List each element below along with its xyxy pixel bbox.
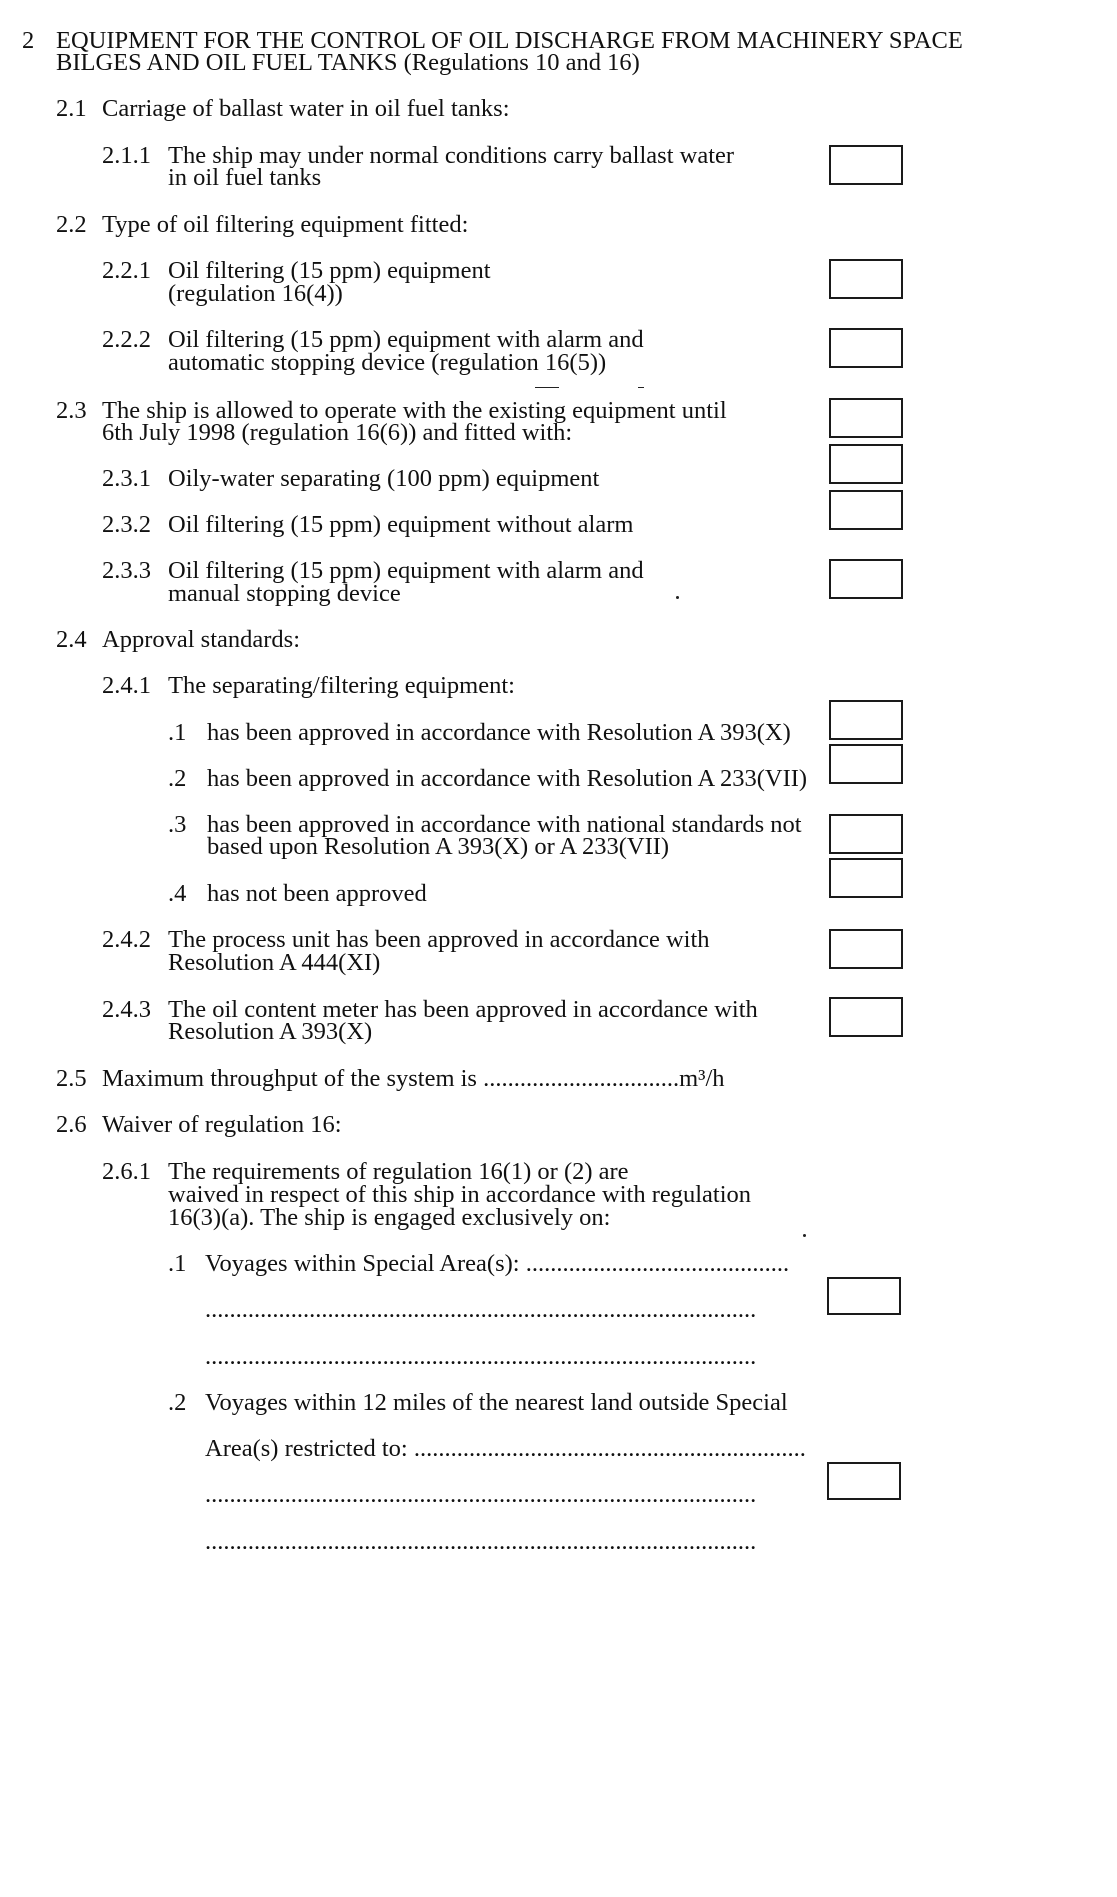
item-2-2-1-line1: Oil filtering (15 ppm) equipment bbox=[168, 257, 491, 284]
checkbox-2-3-3[interactable] bbox=[829, 559, 903, 599]
clause-2-4-title: Approval standards: bbox=[102, 626, 300, 653]
item-2-4-3-line2: Resolution A 393(X) bbox=[168, 1018, 373, 1045]
checkbox-2-1-1[interactable] bbox=[829, 145, 903, 185]
item-2-3-1-number: 2.3.1 bbox=[102, 465, 151, 492]
section-number: 2 bbox=[22, 27, 35, 54]
checkbox-2-3-2[interactable] bbox=[829, 490, 903, 530]
option-2-4-1-3-line2: based upon Resolution A 393(X) or A 233(VII) bbox=[207, 833, 670, 860]
item-2-1-1-line1: The ship may under normal conditions carry ballast water bbox=[168, 142, 735, 169]
clause-2-1-title: Carriage of ballast water in oil fuel tanks: bbox=[102, 95, 510, 122]
item-2-4-2-line1: The process unit has been approved in accordance with bbox=[168, 926, 710, 953]
option-2-6-1-2-number: .2 bbox=[168, 1389, 187, 1416]
checkbox-2-2-2[interactable] bbox=[829, 328, 903, 368]
checkbox-2-2-1[interactable] bbox=[829, 259, 903, 299]
scan-mark bbox=[676, 596, 679, 599]
clause-2-6-title: Waiver of regulation 16: bbox=[102, 1111, 342, 1138]
item-2-6-1-line3: 16(3)(a). The ship is engaged exclusively on: bbox=[168, 1204, 611, 1231]
checkbox-2-4-1-3[interactable] bbox=[829, 814, 903, 854]
checkbox-2-4-1-2[interactable] bbox=[829, 744, 903, 784]
option-2-6-1-2-fill-line3[interactable]: .......................................................................................... bbox=[205, 1481, 757, 1508]
item-2-2-1-line2: (regulation 16(4)) bbox=[168, 280, 343, 307]
checkbox-2-4-1-1[interactable] bbox=[829, 700, 903, 740]
option-2-6-1-1-number: .1 bbox=[168, 1250, 187, 1277]
checkbox-2-4-3[interactable] bbox=[829, 997, 903, 1037]
option-2-4-1-3-number: .3 bbox=[168, 811, 187, 838]
item-2-1-1-line2: in oil fuel tanks bbox=[168, 164, 322, 191]
clause-2-1-number: 2.1 bbox=[56, 95, 87, 122]
item-2-2-2-line2: automatic stopping device (regulation 16(5)) bbox=[168, 349, 607, 376]
clause-2-2-number: 2.2 bbox=[56, 211, 87, 238]
clause-2-6-number: 2.6 bbox=[56, 1111, 87, 1138]
item-2-3-3-line1: Oil filtering (15 ppm) equipment with alarm and bbox=[168, 557, 644, 584]
clause-2-5-text: Maximum throughput of the system is ................................m³/h bbox=[102, 1065, 725, 1092]
option-2-4-1-4-number: .4 bbox=[168, 880, 187, 907]
item-2-4-3-line1: The oil content meter has been approved in accordance with bbox=[168, 996, 758, 1023]
option-2-4-1-1-text: has been approved in accordance with Resolution A 393(X) bbox=[207, 719, 791, 746]
option-2-4-1-4-text: has not been approved bbox=[207, 880, 427, 907]
item-2-3-2-text: Oil filtering (15 ppm) equipment without alarm bbox=[168, 511, 634, 538]
scan-mark bbox=[803, 1234, 806, 1237]
clause-2-3-line2: 6th July 1998 (regulation 16(6)) and fitted with: bbox=[102, 419, 573, 446]
option-2-4-1-2-text: has been approved in accordance with Resolution A 233(VII) bbox=[207, 765, 808, 792]
item-2-4-2-number: 2.4.2 bbox=[102, 926, 151, 953]
checkbox-2-6-1-2[interactable] bbox=[827, 1462, 901, 1500]
option-2-6-1-2-line2[interactable]: Area(s) restricted to: ................................................................ bbox=[205, 1435, 806, 1462]
item-2-4-1-title: The separating/filtering equipment: bbox=[168, 672, 515, 699]
scan-mark bbox=[638, 387, 644, 388]
item-2-3-2-number: 2.3.2 bbox=[102, 511, 151, 538]
clause-2-5-number: 2.5 bbox=[56, 1065, 87, 1092]
option-2-6-1-1-fill-line3[interactable]: .......................................................................................... bbox=[205, 1343, 757, 1370]
item-2-3-3-line2: manual stopping device bbox=[168, 580, 401, 607]
item-2-2-1-number: 2.2.1 bbox=[102, 257, 151, 284]
option-2-4-1-1-number: .1 bbox=[168, 719, 187, 746]
option-2-4-1-3-line1: has been approved in accordance with national standards not bbox=[207, 811, 802, 838]
item-2-2-2-number: 2.2.2 bbox=[102, 326, 151, 353]
item-2-2-2-line1: Oil filtering (15 ppm) equipment with alarm and bbox=[168, 326, 644, 353]
checkbox-2-3[interactable] bbox=[829, 398, 903, 438]
checkbox-2-4-2[interactable] bbox=[829, 929, 903, 969]
item-2-6-1-number: 2.6.1 bbox=[102, 1158, 151, 1185]
item-2-1-1-number: 2.1.1 bbox=[102, 142, 151, 169]
item-2-6-1-line2: waived in respect of this ship in accordance with regulation bbox=[168, 1181, 752, 1208]
item-2-3-3-number: 2.3.3 bbox=[102, 557, 151, 584]
item-2-3-1-text: Oily-water separating (100 ppm) equipment bbox=[168, 465, 600, 492]
option-2-6-1-1-fill-line2[interactable]: .......................................................................................... bbox=[205, 1296, 757, 1323]
item-2-4-3-number: 2.4.3 bbox=[102, 996, 151, 1023]
item-2-6-1-line1: The requirements of regulation 16(1) or (2) are bbox=[168, 1158, 629, 1185]
clause-2-4-number: 2.4 bbox=[56, 626, 87, 653]
clause-2-3-line1: The ship is allowed to operate with the existing equipment until bbox=[102, 397, 727, 424]
option-2-6-1-2-fill-line4[interactable]: .......................................................................................... bbox=[205, 1528, 757, 1555]
item-2-4-1-number: 2.4.1 bbox=[102, 672, 151, 699]
option-2-4-1-2-number: .2 bbox=[168, 765, 187, 792]
section-title-line2: BILGES AND OIL FUEL TANKS (Regulations 10 and 16) bbox=[56, 49, 640, 76]
option-2-6-1-1-line1: Voyages within Special Area(s): ........................................... bbox=[205, 1250, 790, 1277]
checkbox-2-4-1-4[interactable] bbox=[829, 858, 903, 898]
checkbox-2-6-1-1[interactable] bbox=[827, 1277, 901, 1315]
clause-2-2-title: Type of oil filtering equipment fitted: bbox=[102, 211, 469, 238]
checkbox-2-3-1[interactable] bbox=[829, 444, 903, 484]
clause-2-3-number: 2.3 bbox=[56, 397, 87, 424]
scan-mark bbox=[535, 387, 559, 388]
option-2-6-1-2-line1: Voyages within 12 miles of the nearest land outside Special bbox=[205, 1389, 788, 1416]
item-2-4-2-line2: Resolution A 444(XI) bbox=[168, 949, 381, 976]
section-title-line1: EQUIPMENT FOR THE CONTROL OF OIL DISCHARGE FROM MACHINERY SPACE bbox=[56, 27, 963, 54]
